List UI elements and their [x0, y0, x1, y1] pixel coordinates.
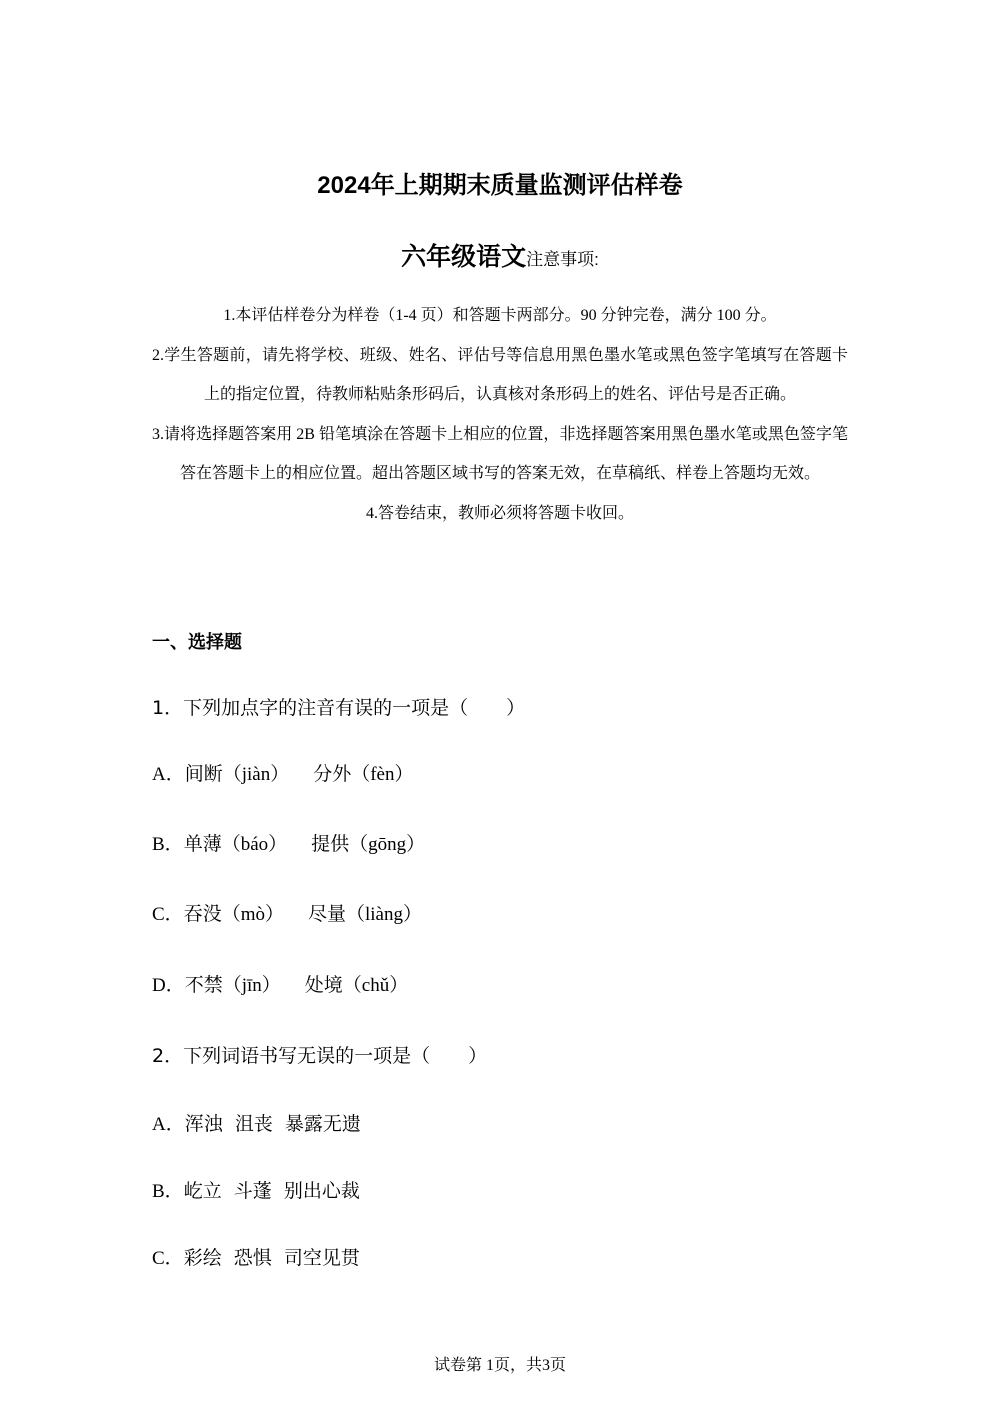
question-1-option-a	[152, 760, 414, 790]
option-text: 屹立 斗蓬 别出心裁	[183, 1180, 360, 1202]
question-2-option-c	[152, 1243, 360, 1274]
question-1-option-d	[152, 971, 408, 1001]
page-footer: 试卷第 1页，共3页	[433, 1357, 566, 1374]
notice-item-3: 3.请将选择题答案用 2B 铅笔填涂在答题卡上相应的位置，非选择题答案用黑色墨水笔或黑色签字笔答在答题卡上的相应位置。超出答题区域书写的答案无效，在草稿纸、样卷上答题均无效。	[152, 425, 848, 482]
option-label: A．	[152, 1114, 185, 1135]
question-1-option-b	[152, 830, 425, 860]
option-label: B．	[152, 834, 184, 855]
question-2-option-b	[152, 1176, 360, 1207]
subject-subtitle: 六年级语文	[401, 243, 527, 271]
notice-item-2: 2.学生答题前，请先将学校、班级、姓名、评估号等信息用黑色墨水笔或黑色签字笔填写在答题卡上的指定位置，待教师粘贴条形码后，认真核对条形码上的姓名、评估号是否正确。	[152, 346, 848, 403]
question-stem-text: 1．下列加点字的注音有误的一项是（ ）	[152, 697, 526, 719]
question-2-stem	[152, 1041, 487, 1072]
notice-list	[152, 296, 848, 533]
option-label: C．	[152, 904, 184, 925]
option-text: 浑浊 沮丧 暴露无遗	[184, 1113, 361, 1135]
option-word-2: 尽量（liàng）	[307, 904, 422, 925]
option-label: B．	[152, 1181, 184, 1202]
question-1-stem	[152, 693, 525, 724]
question-2-option-a	[152, 1109, 361, 1140]
option-word-2: 提供（gōng）	[311, 834, 426, 855]
option-label: A．	[152, 764, 185, 785]
option-word-1: 不禁（jīn）	[184, 975, 281, 996]
notice-item-1: 1.本评估样卷分为样卷（1-4 页）和答题卡两部分。90 分钟完卷，满分 100 分。	[223, 307, 777, 324]
notice-item-4: 4.答卷结束，教师必须将答题卡收回。	[365, 504, 634, 522]
question-1-option-c	[152, 900, 422, 930]
question-stem-text: 2．下列词语书写无误的一项是（ ）	[152, 1045, 488, 1067]
option-text: 彩绘 恐惧 司空见贯	[183, 1247, 360, 1269]
option-word-2: 分外（fèn）	[313, 764, 414, 785]
option-word-1: 吞没（mò）	[183, 904, 284, 925]
option-label: C．	[152, 1248, 184, 1269]
option-word-1: 间断（jiàn）	[184, 764, 290, 785]
notice-heading: 注意事项:	[526, 250, 599, 269]
option-label: D．	[152, 975, 185, 996]
option-word-1: 单薄（báo）	[183, 834, 288, 855]
section-heading: 一、选择题	[152, 632, 242, 652]
option-word-2: 处境（chǔ）	[304, 975, 409, 996]
subtitle-row	[0, 240, 1000, 278]
page-title: 2024年上期期末质量监测评估样卷	[317, 172, 683, 199]
